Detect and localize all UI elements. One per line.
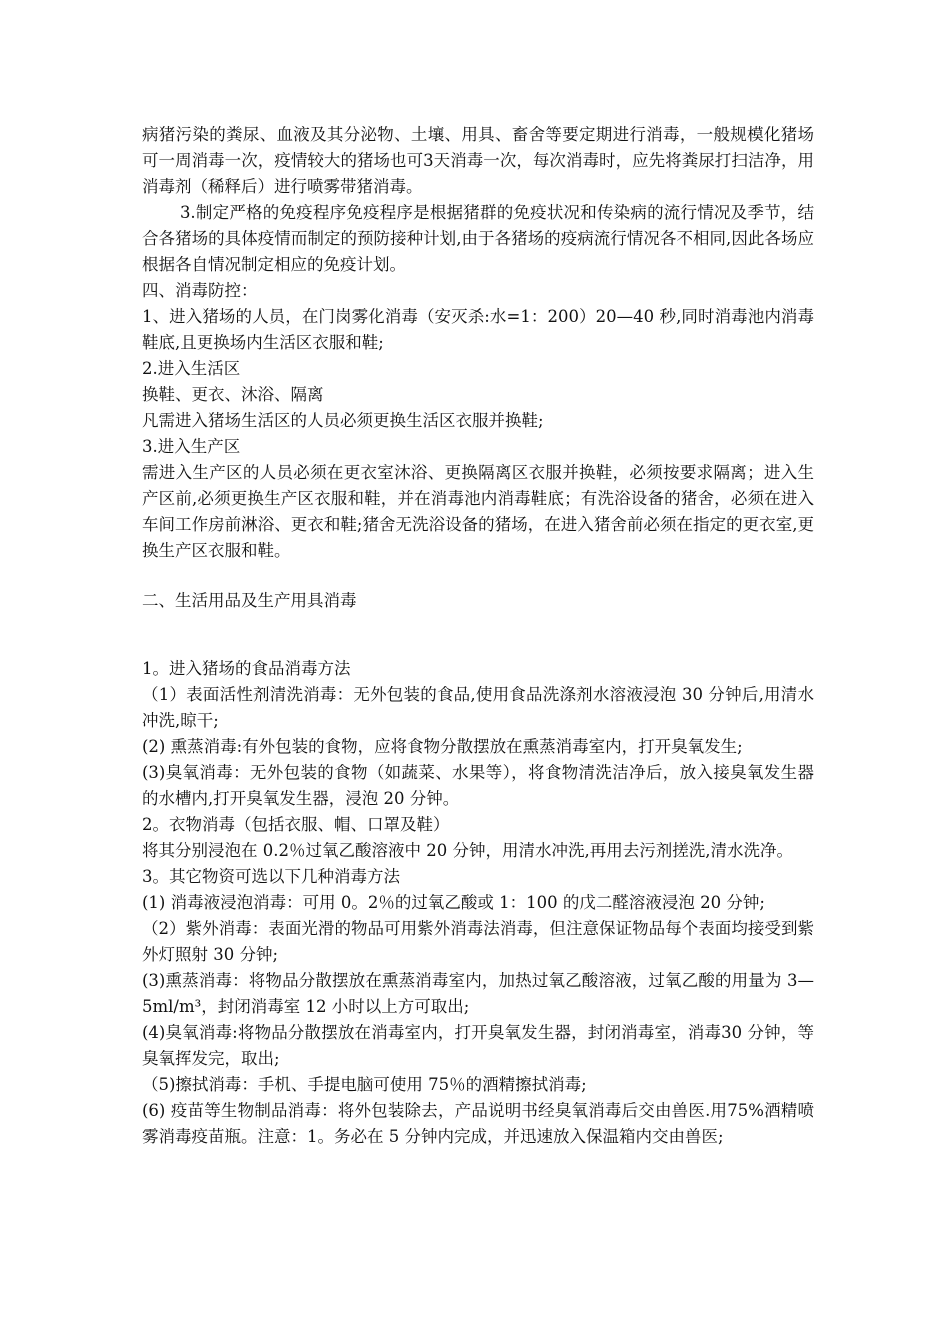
subheading-food-disinfection: 1。进入猪场的食品消毒方法: [142, 659, 351, 678]
paragraph-ozone-disinfection: (4)臭氧消毒:将物品分散摆放在消毒室内，打开臭氧发生器，封闭消毒室，消毒30 分钟，等臭氧挥发完，取出;: [142, 1023, 814, 1068]
paragraph-food-surfactant: （1）表面活性剂清洗消毒：无外包装的食品,使用食品洗涤剂水溶液浸泡 30 分钟后,用清水冲洗,晾干;: [142, 685, 814, 730]
paragraph-entry-personnel: 1、进入猪场的人员，在门岗雾化消毒（安灭杀:水=1：200）20—40 秒,同时消毒池内消毒鞋底,且更换场内生活区衣服和鞋;: [142, 307, 814, 352]
paragraph-clothing-method: 将其分别浸泡在 0.2％过氧乙酸溶液中 20 分钟，用清水冲洗,再用去污剂搓洗,清水洗净。: [142, 841, 793, 860]
paragraph-fumigation-disinfection: (3)熏蒸消毒：将物品分散摆放在熏蒸消毒室内，加热过氧乙酸溶液，过氧乙酸的用量为 3—5ml/m³，封闭消毒室 12 小时以上方可取出;: [142, 971, 814, 1016]
paragraph-food-fumigation: (2) 熏蒸消毒:有外包装的食物，应将食物分散摆放在熏蒸消毒室内，打开臭氧发生;: [142, 737, 743, 756]
paragraph-vaccine-disinfection: (6) 疫苗等生物制品消毒：将外包装除去，产品说明书经臭氧消毒后交由兽医.用75%酒精喷雾消毒疫苗瓶。注意：1。务必在 5 分钟内完成，并迅速放入保温箱内交由兽医;: [142, 1101, 814, 1146]
paragraph-food-ozone: (3)臭氧消毒：无外包装的食物（如蔬菜、水果等），将食物清洗洁净后，放入接臭氧发生器的水槽内,打开臭氧发生器，浸泡 20 分钟。: [142, 763, 814, 808]
paragraph-immunization-program: 3.制定严格的免疫程序免疫程序是根据猪群的免疫状况和传染病的流行情况及季节，结合各猪场的具体疫情而制定的预防接种计划,由于各猪场的疫病流行情况各不相同,因此各场应根据各自情况制定相应的免疫计划。: [142, 203, 814, 274]
subheading-production-area: 3.进入生产区: [142, 437, 241, 456]
paragraph-disinfection-general: 病猪污染的粪尿、血液及其分泌物、土壤、用具、畜舍等要定期进行消毒，一般规模化猪场可一周消毒一次，疫情较大的猪场也可3天消毒一次，每次消毒时，应先将粪尿打扫洁净，用消毒剂（稀释后）进行喷雾带猪消毒。: [142, 125, 814, 196]
paragraph-wipe-disinfection: （5)擦拭消毒：手机、手提电脑可使用 75％的酒精擦拭消毒;: [142, 1075, 587, 1094]
paragraph-production-area-rule: 需进入生产区的人员必须在更衣室沐浴、更换隔离区衣服并换鞋，必须按要求隔离；进入生产区前,必须更换生产区衣服和鞋，并在消毒池内消毒鞋底；有洗浴设备的猪舍，必须在进入车间工作房前淋浴、更衣和鞋;猪舍无洗浴设备的猪场，在进入猪舍前必须在指定的更衣室,更换生产区衣服和鞋。: [142, 463, 814, 560]
document-body: [142, 122, 814, 1150]
subheading-living-area: 2.进入生活区: [142, 359, 241, 378]
paragraph-living-area-steps: 换鞋、更衣、沐浴、隔离: [142, 385, 324, 404]
paragraph-uv-disinfection: （2）紫外消毒：表面光滑的物品可用紫外消毒法消毒，但注意保证物品每个表面均接受到紫外灯照射 30 分钟;: [142, 919, 814, 964]
paragraph-soak-disinfection: (1) 消毒液浸泡消毒：可用 0。2％的过氧乙酸或 1：100 的戊二醛溶液浸泡 20 分钟;: [142, 893, 765, 912]
subheading-other-supplies: 3。其它物资可选以下几种消毒方法: [142, 867, 400, 886]
subheading-clothing-disinfection: 2。衣物消毒（包括衣服、帽、口罩及鞋）: [142, 815, 450, 834]
section-heading-supplies-disinfection: 二、生活用品及生产用具消毒: [142, 591, 357, 610]
paragraph-living-area-rule: 凡需进入猪场生活区的人员必须更换生活区衣服并换鞋;: [142, 411, 544, 430]
section-heading-disinfection-control: 四、消毒防控：: [142, 281, 258, 300]
